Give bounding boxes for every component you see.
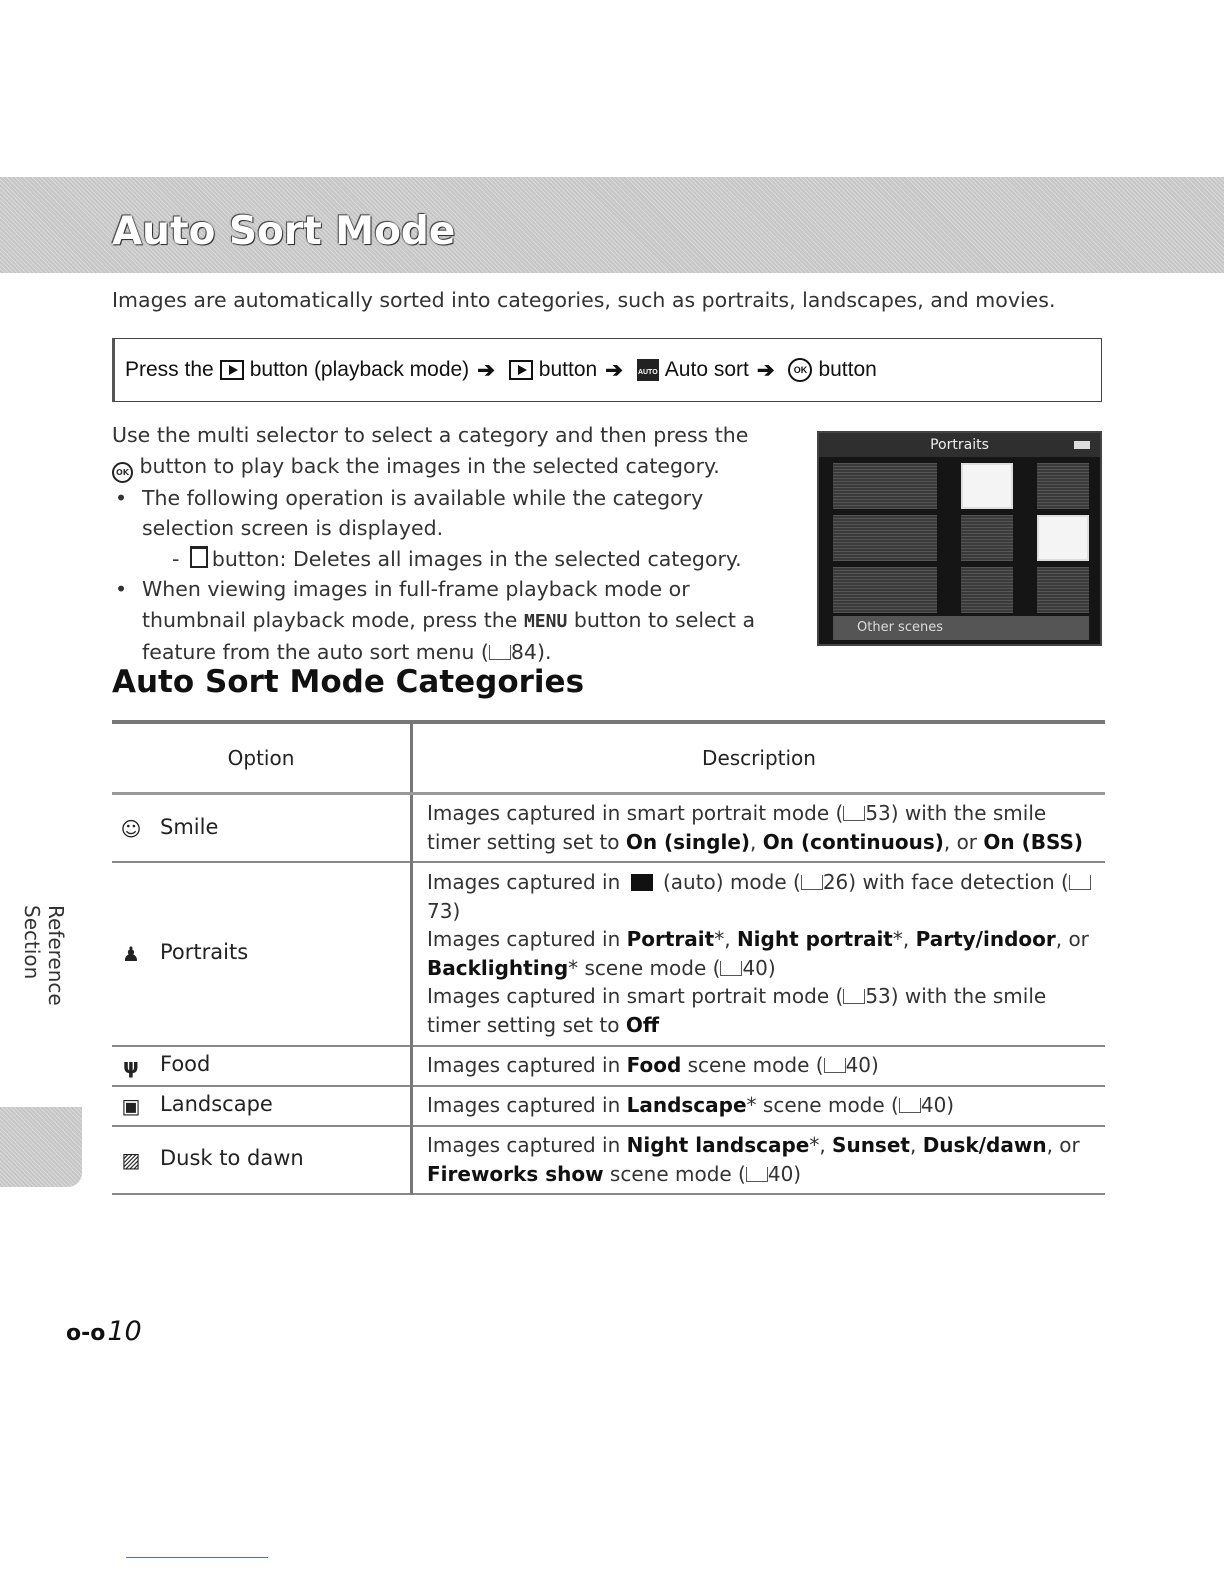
screen-other-scenes: Other scenes: [833, 616, 1089, 640]
camera-screen-illustration: [817, 431, 1102, 646]
option-cell: [112, 862, 412, 1046]
thumbnail-selected: [961, 463, 1013, 509]
book-ref-icon: [489, 645, 511, 660]
menu-button-label: MENU: [523, 610, 568, 632]
section-title: Auto Sort Mode Categories: [112, 664, 585, 700]
usage-lead-2: button to play back the images in the selected category.: [139, 453, 720, 478]
reference-icon: o-o: [66, 1321, 106, 1346]
arrow-icon: ➔: [605, 358, 623, 382]
column-header-description: Description: [412, 722, 1106, 794]
playback-button-icon: [220, 360, 244, 380]
navigation-path-box: [112, 338, 1102, 402]
table-row: [112, 1046, 1105, 1086]
book-ref-icon: [801, 875, 823, 890]
thumbnail: [1037, 463, 1089, 509]
thumbnail: [833, 515, 885, 561]
usage-lead: [112, 420, 792, 483]
book-ref-icon: [720, 961, 742, 976]
usage-instructions: [112, 420, 792, 668]
thumbnail: [885, 463, 937, 509]
page-number: [66, 1316, 142, 1347]
dusk-icon: ▨: [121, 1148, 141, 1173]
table-header-row: [112, 722, 1105, 794]
table-row: [112, 1086, 1105, 1126]
usage-sub-item: - button: Deletes all images in the selected category.: [172, 546, 742, 571]
thumbnail: [885, 567, 937, 613]
table-row: [112, 794, 1105, 862]
usage-bullet: [112, 483, 792, 575]
intro-text: Images are automatically sorted into categories, such as portraits, landscapes, and movies.: [112, 288, 1056, 312]
book-ref-icon: [746, 1167, 768, 1182]
ok-button-icon: OK: [788, 358, 812, 382]
smile-icon: ☺: [120, 816, 142, 841]
option-cell: [112, 1046, 412, 1086]
arrow-icon: ➔: [756, 358, 775, 382]
thumbnail: [961, 567, 1013, 613]
usage-bullet-2a: When viewing images in full-frame playback mode or thumbnail playback mode, press the: [142, 577, 690, 632]
book-ref-icon: [899, 1098, 921, 1113]
usage-bullet-2b: button to select a feature from the auto sort menu (: [142, 607, 756, 664]
book-ref-icon: [824, 1058, 846, 1073]
bullet-icon: •: [115, 577, 128, 601]
option-label: Landscape: [160, 1092, 273, 1117]
description-cell: Images captured in Landscape* scene mode ( 40): [412, 1086, 1106, 1126]
usage-list: [112, 483, 792, 668]
arrow-icon: ➔: [477, 358, 495, 382]
option-label: Portraits: [160, 940, 249, 965]
description-cell: Images captured in (auto) mode ( 26) with face detection (73) Images captured in Portrait*, Night portrait*, Party/indoor, or Backlighting* scene mode ( 40) Images captured in smart portrait mode ( 53) with the smile timer setting set to Off: [412, 862, 1106, 1046]
book-ref-icon: [843, 806, 865, 821]
portrait-icon: ♟: [122, 942, 140, 967]
path-ok-label: button: [818, 358, 877, 381]
thumbnail: [1037, 515, 1089, 561]
usage-sub-1: button: Deletes all images in the selected category.: [211, 546, 742, 571]
footer-divider: [126, 1557, 268, 1558]
description-cell: Images captured in Food scene mode ( 40): [412, 1046, 1106, 1086]
ok-button-icon: OK: [112, 462, 133, 483]
column-header-option: Option: [112, 722, 412, 794]
usage-lead-1: Use the multi selector to select a category and then press the: [112, 423, 749, 447]
thumbnail: [885, 515, 937, 561]
description-cell: Images captured in smart portrait mode ( 53) with the smile timer setting set to On (single), On (continuous), or On (BSS): [412, 794, 1106, 862]
path-auto-sort: Auto sort: [664, 358, 749, 381]
section-tab: [0, 1107, 82, 1187]
book-ref-icon: [843, 989, 865, 1004]
option-cell: [112, 794, 412, 862]
battery-icon: [1074, 441, 1090, 449]
auto-sort-icon: AUTO: [637, 359, 659, 381]
path-playback-label: button (playback mode): [249, 358, 470, 381]
side-section-label: Reference Section: [20, 905, 68, 1006]
delete-button-icon: [190, 546, 208, 568]
food-icon: ψ: [123, 1054, 139, 1079]
categories-table: [112, 720, 1105, 1195]
book-ref-icon: [1069, 875, 1091, 890]
thumbnail: [833, 567, 885, 613]
thumbnail: [833, 463, 885, 509]
path-press-the: Press the: [125, 358, 214, 381]
playback-button-icon: [509, 360, 533, 380]
bullet-icon: •: [115, 485, 128, 510]
screen-category-title: Portraits: [819, 433, 1100, 457]
option-label: Smile: [160, 814, 219, 839]
option-label: Dusk to dawn: [160, 1146, 304, 1171]
table-row: [112, 1126, 1105, 1194]
option-cell: [112, 1086, 412, 1126]
usage-bullet-1: The following operation is available while the category selection screen is displayed.: [142, 485, 704, 540]
thumbnail: [961, 515, 1013, 561]
path-button-label: button: [538, 358, 598, 381]
page-number-value: 10: [107, 1316, 142, 1347]
option-label: Food: [160, 1052, 211, 1077]
option-cell: [112, 1126, 412, 1194]
camera-icon: [631, 874, 653, 891]
title-banner: [0, 177, 1224, 273]
thumbnail: [1037, 567, 1089, 613]
usage-bullet: [112, 574, 792, 668]
page-title: Auto Sort Mode: [112, 209, 456, 254]
description-cell: Images captured in Night landscape*, Sunset, Dusk/dawn, or Fireworks show scene mode ( 40): [412, 1126, 1106, 1194]
usage-bullet-2-ref: 84).: [510, 640, 552, 664]
table-row: [112, 862, 1105, 1046]
landscape-icon: ▣: [121, 1094, 141, 1119]
